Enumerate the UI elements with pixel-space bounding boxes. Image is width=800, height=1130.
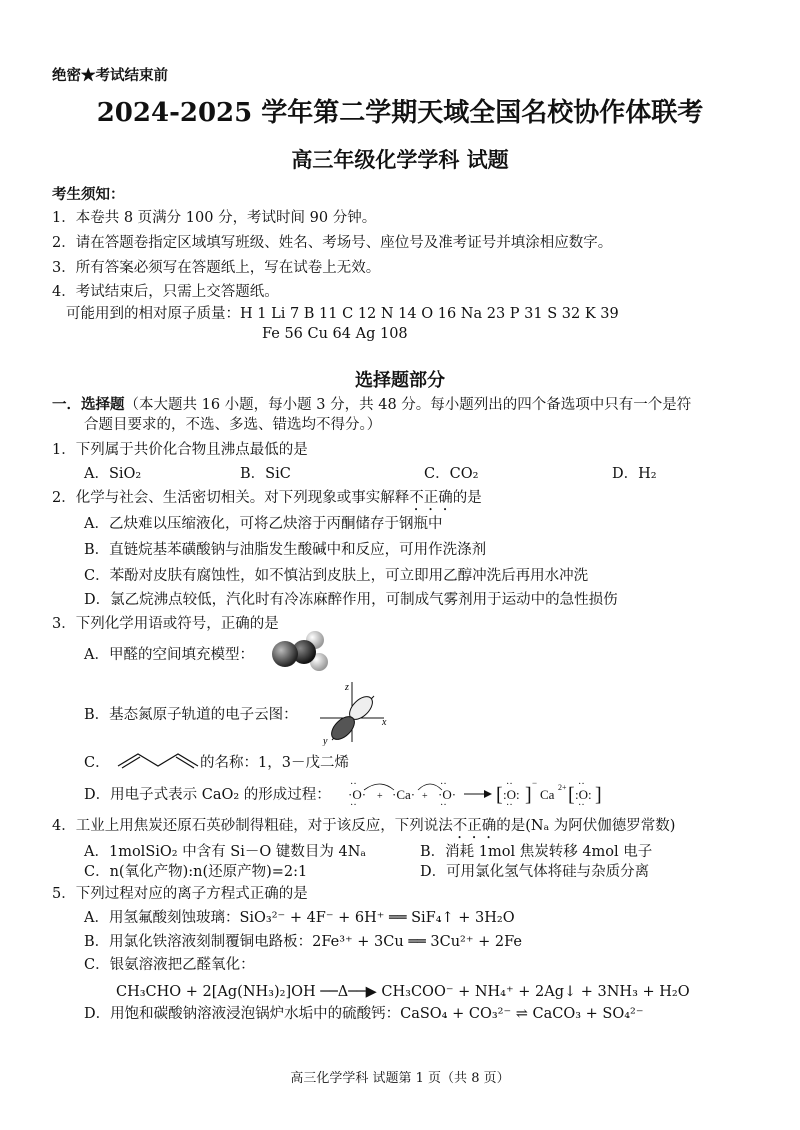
- page-footer: 高三化学学科 试题第 1 页（共 8 页）: [290, 1071, 510, 1086]
- notice-item: 1．本卷共 8 页满分 100 分，考试时间 90 分钟。: [52, 210, 377, 226]
- svg-text:2+: 2+: [558, 783, 567, 792]
- q1-option-a: A．SiO₂: [84, 466, 142, 482]
- axis-z-label: z: [345, 682, 349, 693]
- q5-stem: 5．下列过程对应的离子方程式正确的是: [52, 886, 308, 902]
- svg-text:+: +: [377, 791, 383, 802]
- formaldehyde-model-icon: [268, 626, 338, 678]
- section-intro-line2: 合题目要求的，不选、多选、错选均不得分。）: [84, 417, 382, 433]
- q5-option-c-equation: CH₃CHO + 2[Ag(NH₃)₂]OH ──Δ──▶ CH₃COO⁻ + NH₄⁺ + 2Ag↓ + 3NH₃ + H₂O: [116, 984, 690, 1000]
- notice-item: 2．请在答题卷指定区域填写班级、姓名、考场号、座位号及准考证号并填涂相应数字。: [52, 235, 613, 251]
- nitrogen-orbital-icon: [312, 678, 392, 746]
- svg-text:Ca: Ca: [540, 787, 555, 802]
- svg-text:[: [: [568, 784, 575, 806]
- svg-text:+: +: [422, 791, 428, 802]
- q2-option-d: D．氯乙烷沸点较低，汽化时有冷冻麻醉作用，可制成气雾剂用于运动中的急性损伤: [84, 592, 618, 608]
- axis-x-label: x: [382, 717, 387, 728]
- svg-text:··: ··: [506, 800, 513, 811]
- q3-option-d: D．用电子式表示 CaO₂ 的形成过程：: [84, 787, 331, 803]
- atomic-masses-line2: Fe 56 Cu 64 Ag 108: [262, 326, 408, 342]
- svg-text:·Ca·: ·Ca·: [392, 787, 416, 802]
- q4-stem-post: 的是(Nₐ 为阿伏伽德罗常数): [496, 818, 676, 834]
- notice-heading: 考生须知：: [52, 186, 125, 203]
- q1-option-c: C．CO₂: [424, 466, 479, 482]
- q1-option-b: B．SiC: [240, 466, 291, 482]
- notice-item: 4．考试结束后，只需上交答题纸。: [52, 284, 279, 300]
- q3-option-a: A．甲醛的空间填充模型：: [84, 647, 254, 663]
- pentadiene-skeletal-icon: [116, 748, 200, 770]
- svg-text:]: ]: [525, 784, 532, 806]
- q1-stem: 1．下列属于共价化合物且沸点最低的是: [52, 442, 308, 458]
- cao2-formation-icon: [340, 774, 602, 814]
- q4-stem: [52, 816, 675, 842]
- svg-text:[: [: [496, 784, 503, 806]
- q5-option-a: A．用氢氟酸刻蚀玻璃：SiO₃²⁻ + 4F⁻ + 6H⁺ ══ SiF₄↑ + 3H₂O: [84, 910, 515, 926]
- q2-stem-post: 的是: [452, 490, 482, 506]
- page-title: 2024-2025 学年第二学期天域全国名校协作体联考: [96, 98, 704, 128]
- section-title: 选择题部分: [355, 370, 445, 391]
- svg-text:··: ··: [578, 779, 585, 790]
- section-intro: 一．选择题（本大题共 16 小题，每小题 3 分，共 48 分。每小题列出的四个备选项中只有一个是符: [52, 396, 692, 413]
- q2-stem-emphasis: 不正确: [409, 490, 453, 506]
- svg-text:··: ··: [350, 800, 357, 811]
- svg-text:··: ··: [578, 800, 585, 811]
- q4-option-b: B．消耗 1mol 焦炭转移 4mol 电子: [420, 844, 653, 860]
- page-subtitle: 高三年级化学学科 试题: [291, 147, 509, 172]
- q2-stem-pre: 2．化学与社会、生活密切相关。对下列现象或事实解释: [52, 490, 410, 506]
- svg-text:··: ··: [506, 779, 513, 790]
- q3-option-b: B．基态氮原子轨道的电子云图：: [84, 707, 298, 723]
- svg-text:·O·: ·O·: [438, 787, 457, 802]
- q5-option-d: D．用饱和碳酸钠溶液浸泡锅炉水垢中的硫酸钙：CaSO₄ + CO₃²⁻ ⇌ CaCO₃ + SO₄²⁻: [84, 1006, 644, 1022]
- q3-option-c: [84, 753, 110, 773]
- q4-option-d: D．可用氯化氢气体将硅与杂质分离: [420, 864, 650, 880]
- q4-stem-emphasis: 不正确: [452, 818, 497, 834]
- axis-y-label: y: [323, 736, 328, 746]
- q3-option-c-pre: C．: [84, 755, 110, 771]
- svg-text:]: ]: [595, 784, 602, 806]
- secret-label: 绝密★考试结束前: [52, 67, 168, 84]
- svg-text::O:: :O:: [575, 787, 592, 802]
- q5-option-c: C．银氨溶液把乙醛氧化：: [84, 957, 255, 973]
- svg-text:··: ··: [350, 779, 357, 790]
- svg-text:−: −: [532, 778, 538, 788]
- svg-text:·O·: ·O·: [348, 787, 367, 802]
- q2-stem: [52, 488, 482, 514]
- svg-text::O:: :O:: [503, 787, 520, 802]
- q3-option-c-name: 的名称：1，3－戊二烯: [200, 755, 349, 771]
- svg-text:··: ··: [440, 800, 447, 811]
- section-intro-text: （本大题共 16 小题，每小题 3 分，共 48 分。每小题列出的四个备选项中只有一个是符: [124, 397, 692, 413]
- atomic-masses-line1: 可能用到的相对原子质量：H 1 Li 7 B 11 C 12 N 14 O 16 Na 23 P 31 S 32 K 39: [66, 306, 619, 322]
- q5-option-b: B．用氯化铁溶液刻制覆铜电路板：2Fe³⁺ + 3Cu ══ 3Cu²⁺ + 2Fe: [84, 934, 522, 950]
- notice-item: 3．所有答案必须写在答题纸上，写在试卷上无效。: [52, 260, 381, 276]
- q2-option-c: C．苯酚对皮肤有腐蚀性，如不慎沾到皮肤上，可立即用乙醇冲洗后再用水冲洗: [84, 568, 589, 584]
- q4-option-a: A．1molSiO₂ 中含有 Si－O 键数目为 4Nₐ: [84, 844, 366, 860]
- q1-option-d: D．H₂: [612, 466, 657, 482]
- q3-stem: 3．下列化学用语或符号，正确的是: [52, 616, 279, 632]
- q4-stem-pre: 4．工业上用焦炭还原石英砂制得粗硅，对于该反应，下列说法: [52, 818, 453, 834]
- q2-option-b: B．直链烷基苯磺酸钠与油脂发生酸碱中和反应，可用作洗涤剂: [84, 542, 487, 558]
- svg-text:··: ··: [440, 779, 447, 790]
- q4-option-c: C．n(氧化产物):n(还原产物)=2:1: [84, 864, 308, 880]
- q2-option-a: A．乙炔难以压缩液化，可将乙炔溶于丙酮储存于钢瓶中: [84, 516, 443, 532]
